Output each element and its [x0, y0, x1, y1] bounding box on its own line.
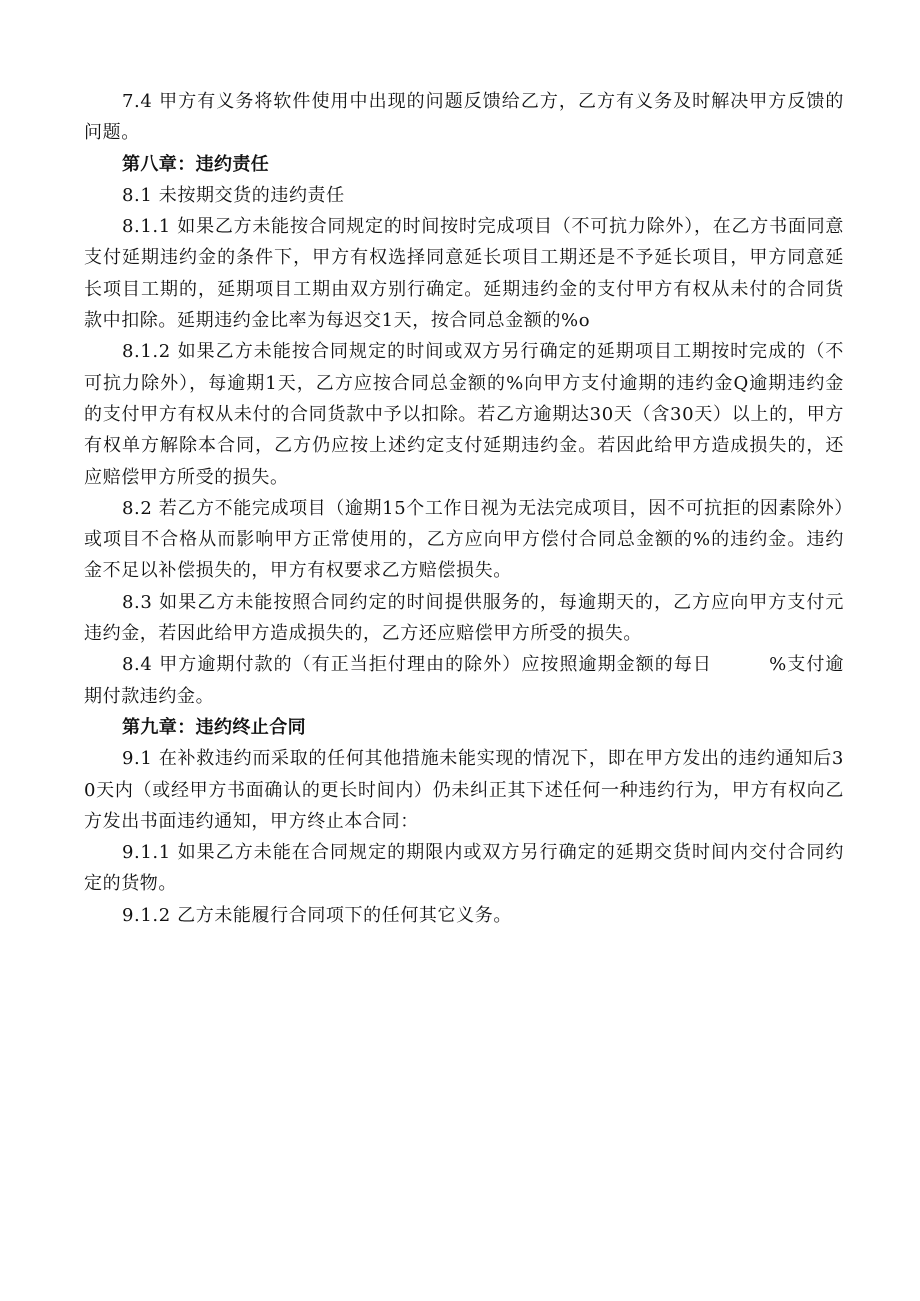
clause-7-4: 7.4 甲方有义务将软件使用中出现的问题反馈给乙方，乙方有义务及时解决甲方反馈的问题。 — [84, 91, 844, 144]
chapter-9-title: 第九章：违约终止合同 — [122, 716, 306, 738]
document-page — [84, 86, 844, 931]
clause-8-2: 8.2 若乙方不能完成项目（逾期15个工作日视为无法完成项目，因不可抗拒的因素除外）或项目不合格从而影响甲方正常使用的，乙方应向甲方偿付合同总金额的%的违约金。违约金不足以补偿损失的，甲方有权要求乙方赔偿损失。 — [84, 497, 844, 582]
clause-9-1-2: 9.1.2 乙方未能履行合同项下的任何其它义务。 — [122, 904, 512, 926]
chapter-8-title: 第八章：违约责任 — [122, 153, 270, 175]
clause-9-1-1: 9.1.1 如果乙方未能在合同规定的期限内或双方另行确定的延期交货时间内交付合同约定的货物。 — [84, 842, 844, 895]
clause-8-4: 8.4 甲方逾期付款的（有正当拒付理由的除外）应按照逾期金额的每日 %支付逾期付款违约金。 — [84, 654, 844, 707]
clause-8-1-1: 8.1.1 如果乙方未能按合同规定的时间按时完成项目（不可抗力除外），在乙方书面同意支付延期违约金的条件下，甲方有权选择同意延长项目工期还是不予延长项目，甲方同意延长项目工期的，延期项目工期由双方别行确定。延期违约金的支付甲方有权从未付的合同货款中扣除。延期违约金比率为每迟交1天，按合同总金额的%o — [84, 216, 844, 332]
clause-8-3: 8.3 如果乙方未能按照合同约定的时间提供服务的，每逾期天的，乙方应向甲方支付元违约金，若因此给甲方造成损失的，乙方还应赔偿甲方所受的损失。 — [84, 591, 844, 645]
clause-9-1: 9.1 在补救违约而采取的任何其他措施未能实现的情况下，即在甲方发出的违约通知后30天内（或经甲方书面确认的更长时间内）仍未纠正其下述任何一种违约行为，甲方有权向乙方发出书面违约通知，甲方终止本合同： — [84, 748, 844, 832]
clause-8-1-2: 8.1.2 如果乙方未能按合同规定的时间或双方另行确定的延期项目工期按时完成的（不可抗力除外），每逾期1天，乙方应按合同总金额的%向甲方支付逾期的违约金Q逾期违约金的支付甲方有权从未付的合同货款中予以扣除。若乙方逾期达30天（含30天）以上的，甲方有权单方解除本合同，乙方仍应按上述约定支付延期违约金。若因此给甲方造成损失的，还应赔偿甲方所受的损失。 — [84, 341, 844, 488]
clause-8-1: 8.1 未按期交货的违约责任 — [122, 184, 345, 206]
